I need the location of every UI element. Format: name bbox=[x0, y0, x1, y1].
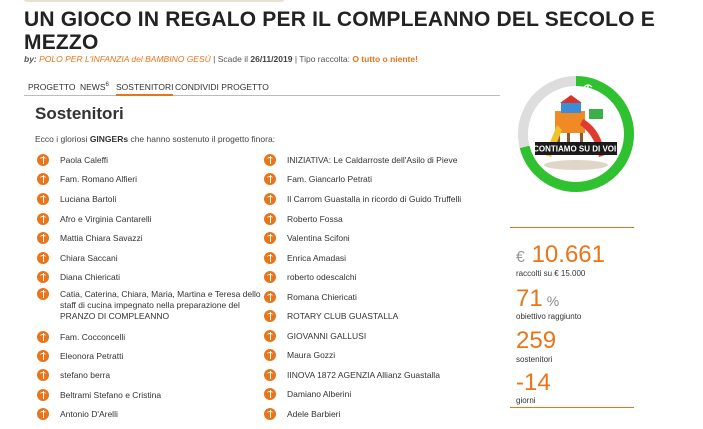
supporters-count: 259 bbox=[516, 327, 557, 354]
project-title-line1: UN GIOCO IN REGALO PER IL COMPLEANNO DEL SECOLO E bbox=[24, 8, 655, 31]
by-label: by: bbox=[24, 54, 37, 64]
ginger-icon bbox=[37, 369, 49, 381]
tab-progetto[interactable]: PROGETTO bbox=[28, 82, 76, 92]
supporters-intro: Ecco i gloriosi GINGERs che hanno sostenuto il progetto finora: bbox=[35, 134, 276, 144]
ginger-icon bbox=[37, 408, 49, 420]
deadline-date: 26/11/2019 bbox=[250, 54, 293, 64]
ginger-icon bbox=[264, 349, 276, 361]
supporter-name: Adele Barbieri bbox=[287, 409, 341, 419]
ginger-icon bbox=[37, 213, 49, 225]
supporter-name: Catia, Caterina, Chiara, Maria, Martina e Teresa dello staff di cucina impegnato nella preparazione del PRANZO DI COMPLEANNO bbox=[60, 289, 261, 321]
ginger-icon bbox=[264, 154, 276, 166]
ginger-icon bbox=[37, 288, 49, 300]
supporter-name: Mattia Chiara Savazzi bbox=[60, 233, 143, 243]
supporter-name: Valentina Scifoni bbox=[287, 233, 350, 243]
percent-sign: % bbox=[546, 293, 560, 309]
supporter-name: Il Carrom Guastalla in ricordo di Guido Truffelli bbox=[287, 194, 462, 204]
ginger-icon bbox=[37, 331, 49, 343]
ginger-icon bbox=[37, 193, 49, 205]
project-title-line2: MEZZO bbox=[24, 31, 99, 54]
supporter-name: ROTARY CLUB GUASTALLA bbox=[287, 311, 399, 321]
currency-symbol: € bbox=[516, 249, 525, 266]
ginger-icon bbox=[37, 350, 49, 362]
ginger-icon bbox=[264, 173, 276, 185]
stats-divider-bottom bbox=[510, 407, 634, 408]
raccolta-type-label: | Tipo raccolta: bbox=[294, 54, 350, 64]
supporters-count-label: sostenitori bbox=[516, 355, 553, 364]
supporter-name: IINOVA 1872 AGENZIA Allianz Guastalla bbox=[287, 370, 440, 380]
top-strip bbox=[0, 0, 703, 4]
supporter-name: Damiano Alberini bbox=[287, 389, 352, 399]
campaign-banner-text: CONTIAMO SU DI VOI! bbox=[533, 144, 619, 154]
deadline-label: | Scade il bbox=[213, 54, 248, 64]
ginger-icon bbox=[264, 369, 276, 381]
amount-raised bbox=[516, 242, 605, 271]
supporter-name: Enrica Amadasi bbox=[287, 253, 347, 263]
organization-link[interactable]: POLO PER L'INFANZIA del BAMBINO GESÙ bbox=[39, 54, 211, 64]
ginger-icon bbox=[37, 389, 49, 401]
ginger-icon bbox=[264, 232, 276, 244]
supporter-name: Fam. Giancarlo Petrati bbox=[287, 174, 373, 184]
raccolta-type-value: O tutto o niente! bbox=[352, 54, 418, 64]
news-count-badge: 6 bbox=[105, 82, 109, 89]
tab-news[interactable]: NEWS$^6$ bbox=[80, 82, 109, 92]
supporter-name: Afro e Virginia Cantarelli bbox=[60, 214, 152, 224]
supporter-name: Fam. Cocconcelli bbox=[60, 332, 126, 342]
ginger-icon bbox=[264, 408, 276, 420]
supporter-name: Roberto Fossa bbox=[287, 214, 343, 224]
amount-raised-value: 10.661 bbox=[531, 241, 605, 268]
days-left-label: giorni bbox=[516, 396, 536, 405]
ginger-icon bbox=[264, 330, 276, 342]
supporter-name: stefano berra bbox=[60, 370, 111, 380]
ginger-icon bbox=[264, 310, 276, 322]
stats-divider-top bbox=[510, 227, 634, 228]
ginger-icon bbox=[264, 291, 276, 303]
project-title bbox=[24, 8, 664, 54]
ginger-icon bbox=[264, 213, 276, 225]
amount-raised-label: raccolti su € 15.000 bbox=[516, 269, 586, 278]
ginger-icon bbox=[37, 252, 49, 264]
progress-ring bbox=[517, 75, 635, 193]
supporter-name: Chiara Saccani bbox=[60, 253, 118, 263]
ginger-icon bbox=[37, 173, 49, 185]
gingers-label: GINGERs bbox=[89, 134, 129, 144]
supporter-name: GIOVANNI GALLUSI bbox=[287, 331, 367, 341]
tab-condividi-progetto[interactable]: CONDIVIDI PROGETTO bbox=[175, 82, 269, 92]
supporter-name: Beltrami Stefano e Cristina bbox=[60, 390, 162, 400]
ginger-icon bbox=[264, 271, 276, 283]
project-meta bbox=[24, 54, 418, 64]
supporter-name: Romana Chiericati bbox=[287, 292, 357, 302]
supporter-name: Fam. Romano Alfieri bbox=[60, 174, 137, 184]
supporter-name: Diana Chiericati bbox=[60, 272, 120, 282]
ginger-icon bbox=[264, 388, 276, 400]
panel-title: Sostenitori bbox=[35, 104, 124, 123]
days-left: -14 bbox=[516, 369, 551, 396]
supporter-name: Antonio D'Arelli bbox=[60, 409, 118, 419]
ginger-icon bbox=[37, 232, 49, 244]
supporter-name: Maura Gozzi bbox=[287, 350, 336, 360]
tab-sostenitori[interactable]: SOSTENITORI bbox=[116, 82, 174, 92]
goal-percent-label: obiettivo raggiunto bbox=[516, 312, 582, 321]
ginger-icon bbox=[264, 193, 276, 205]
supporter-name: Luciana Bartoli bbox=[60, 194, 117, 204]
goal-percent-value: 71 bbox=[516, 285, 543, 312]
ginger-icon bbox=[264, 252, 276, 264]
supporter-name: Paola Caleffi bbox=[60, 155, 109, 165]
goal-percent bbox=[516, 286, 559, 314]
ginger-icon bbox=[37, 154, 49, 166]
supporter-name: Eleonora Petratti bbox=[60, 351, 124, 361]
supporter-name: roberto odescalchi bbox=[287, 272, 357, 282]
ginger-icon bbox=[37, 271, 49, 283]
supporter-name: INIZIATIVA: Le Caldarroste dell'Asilo di Pieve bbox=[287, 155, 458, 165]
project-tabs bbox=[24, 82, 500, 96]
